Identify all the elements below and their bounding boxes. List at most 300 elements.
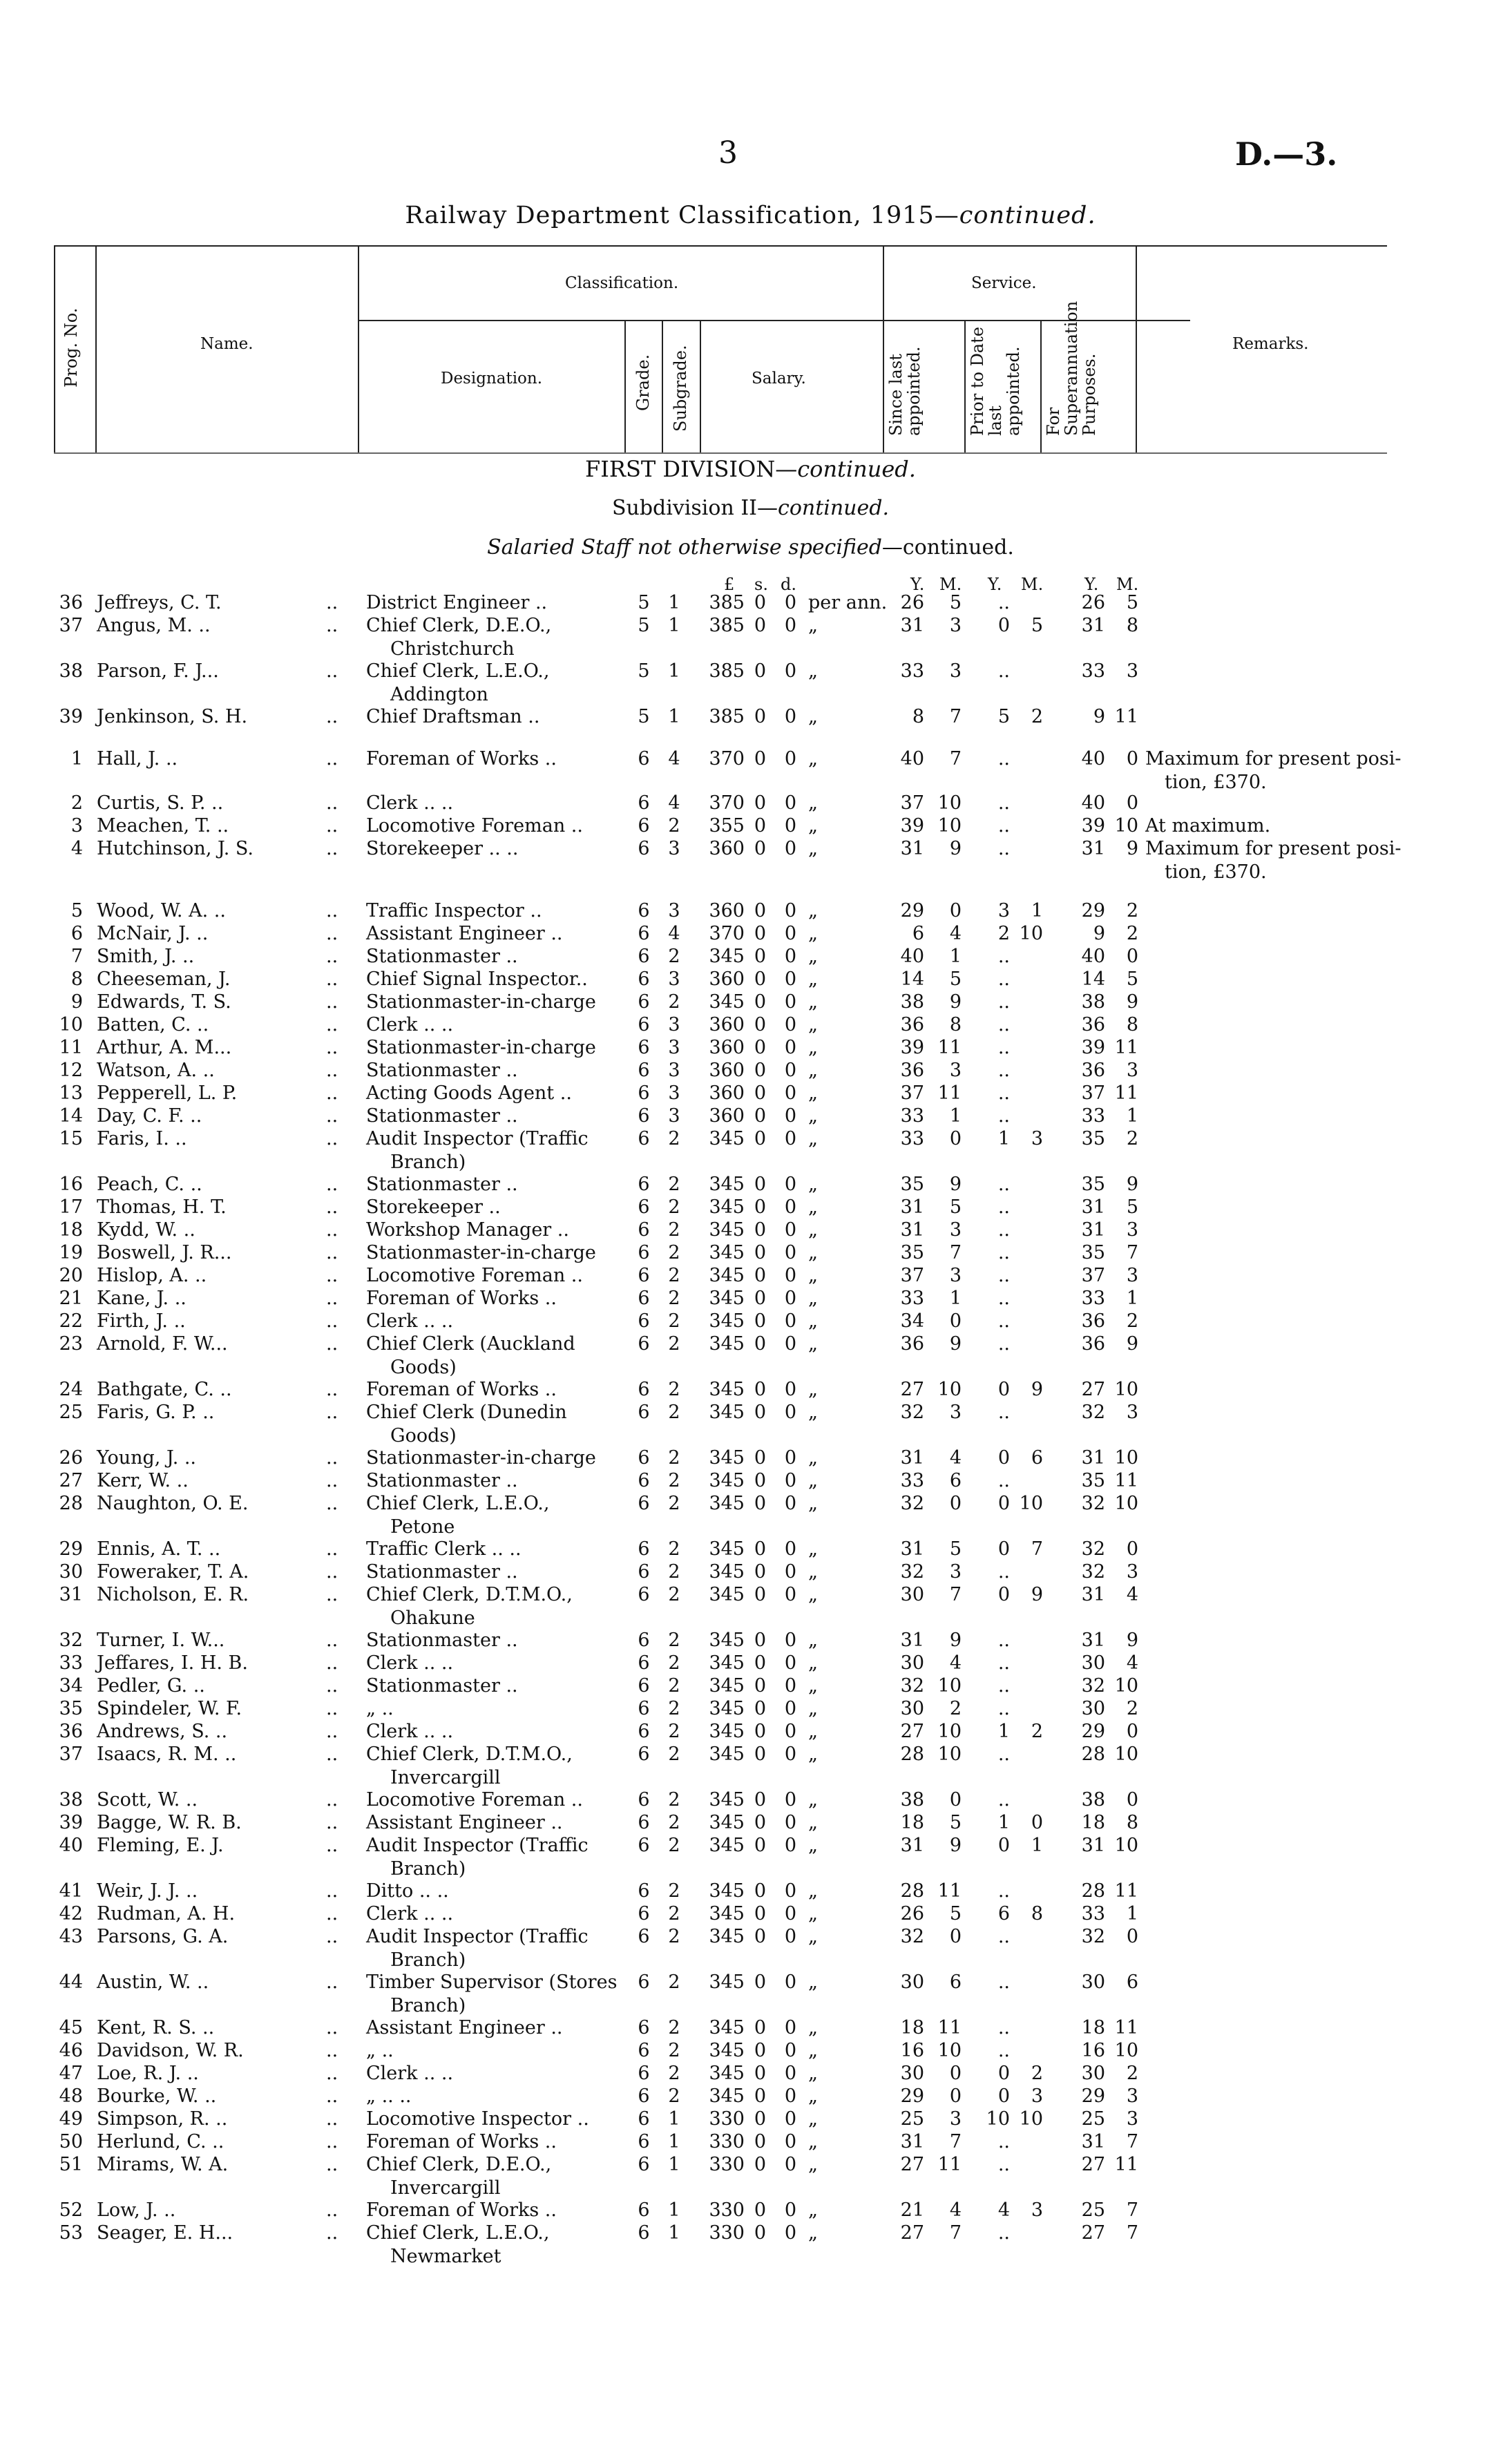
cell-name: Kent, R. S. .. bbox=[97, 2017, 215, 2038]
cell-y2: .. bbox=[997, 1105, 1010, 1127]
cell-g: 6 bbox=[638, 1310, 650, 1332]
cell-per: per ann. bbox=[808, 592, 888, 613]
leader-dots: .. bbox=[326, 1744, 338, 1765]
cell-y3: 26 bbox=[1081, 592, 1105, 613]
cell-d: 0 bbox=[784, 1060, 796, 1081]
cell-y3: 31 bbox=[1081, 1584, 1105, 1605]
cell-no: 49 bbox=[59, 2108, 83, 2130]
leader-dots: .. bbox=[326, 968, 338, 990]
cell-s: 0 bbox=[754, 1470, 766, 1491]
cell-sg: 2 bbox=[668, 1470, 680, 1491]
leader-dots: .. bbox=[326, 1379, 338, 1400]
cell-name: Scott, W. .. bbox=[97, 1789, 198, 1811]
table-row bbox=[0, 792, 1501, 815]
table-row bbox=[0, 1333, 1501, 1378]
cell-m3: 11 bbox=[1114, 1082, 1138, 1104]
division-continued: continued. bbox=[797, 456, 916, 482]
leader-dots: .. bbox=[326, 2108, 338, 2130]
table-row bbox=[0, 1583, 1501, 1629]
table-row bbox=[0, 1059, 1501, 1082]
cell-y3: 32 bbox=[1081, 1402, 1105, 1423]
cell-no: 19 bbox=[59, 1242, 83, 1263]
cell-m1: 4 bbox=[949, 1447, 962, 1469]
cell-s: 0 bbox=[754, 2108, 766, 2130]
cell-name: Edwards, T. S. bbox=[97, 991, 231, 1013]
cell-g: 6 bbox=[638, 900, 650, 921]
cell-per: „ bbox=[808, 815, 818, 837]
cell-m3: 11 bbox=[1114, 1470, 1138, 1491]
cell-y2: .. bbox=[997, 1174, 1010, 1195]
cell-per: „ bbox=[808, 1789, 818, 1811]
cell-sg: 2 bbox=[668, 1835, 680, 1856]
cell-sg: 3 bbox=[668, 838, 680, 859]
cell-s: 0 bbox=[754, 1721, 766, 1742]
cell-y1: 33 bbox=[900, 1288, 924, 1309]
cell-d: 0 bbox=[784, 1288, 796, 1309]
cell-d: 0 bbox=[784, 1538, 796, 1560]
cell-m3: 10 bbox=[1114, 1744, 1138, 1765]
cell-g: 6 bbox=[638, 2085, 650, 2107]
leader-dots: .. bbox=[326, 615, 338, 636]
cell-m3: 10 bbox=[1114, 1493, 1138, 1514]
cell-des: Chief Clerk, D.T.M.O., bbox=[366, 1584, 573, 1605]
cell-y3: 32 bbox=[1081, 1493, 1105, 1514]
cell-sg: 3 bbox=[668, 1060, 680, 1081]
cell-y1: 33 bbox=[900, 660, 924, 682]
cell-no: 51 bbox=[59, 2154, 83, 2175]
cell-sg: 2 bbox=[668, 1675, 680, 1697]
cell-rem: Maximum for present posi- bbox=[1145, 748, 1402, 770]
cell-per: „ bbox=[808, 1538, 818, 1560]
cell-des: Audit Inspector (Traffic bbox=[366, 1835, 589, 1856]
cell-s: 0 bbox=[754, 1493, 766, 1514]
header-since-last: Since last appointed. bbox=[886, 346, 924, 436]
cell-des: Locomotive Foreman .. bbox=[366, 1789, 583, 1811]
cell-name: Young, J. .. bbox=[97, 1447, 197, 1469]
cell-m3: 3 bbox=[1126, 1219, 1138, 1241]
leader-dots: .. bbox=[326, 1926, 338, 1947]
cell-y2: .. bbox=[997, 815, 1010, 837]
cell-l: 345 bbox=[709, 1219, 745, 1241]
cell-y1: 16 bbox=[900, 2040, 924, 2061]
cell-y2: .. bbox=[997, 1402, 1010, 1423]
leader-dots: .. bbox=[326, 923, 338, 944]
cell-m3: 0 bbox=[1126, 1926, 1138, 1947]
cell-d: 0 bbox=[784, 1561, 796, 1583]
cell-name: Curtis, S. P. .. bbox=[97, 792, 224, 814]
cell-name: Angus, M. .. bbox=[97, 615, 211, 636]
cell-m3: 8 bbox=[1126, 1014, 1138, 1035]
cell-y2: .. bbox=[997, 1470, 1010, 1491]
cell-y3: 14 bbox=[1081, 968, 1105, 990]
cell-m2: 7 bbox=[1031, 1538, 1043, 1560]
page-number: 3 bbox=[718, 135, 738, 171]
cell-per: „ bbox=[808, 1652, 818, 1674]
cell-m2: 1 bbox=[1031, 1835, 1043, 1856]
cell-m2: 5 bbox=[1031, 615, 1043, 636]
cell-m3: 3 bbox=[1126, 1561, 1138, 1583]
cell-no: 16 bbox=[59, 1174, 83, 1195]
cell-s: 0 bbox=[754, 1128, 766, 1149]
cell-m3: 2 bbox=[1126, 923, 1138, 944]
cell-no: 52 bbox=[59, 2199, 83, 2221]
cell-no: 2 bbox=[70, 792, 83, 814]
table-row bbox=[0, 991, 1501, 1014]
cell-des: Chief Clerk (Dunedin bbox=[366, 1402, 567, 1423]
cell-des: Assistant Engineer .. bbox=[366, 923, 563, 944]
cell-y3: 35 bbox=[1081, 1470, 1105, 1491]
cell-g: 6 bbox=[638, 2108, 650, 2130]
leader-dots: .. bbox=[326, 1903, 338, 1925]
cell-sg: 2 bbox=[668, 2063, 680, 2084]
cell-des: Stationmaster .. bbox=[366, 1060, 518, 1081]
cell-d: 0 bbox=[784, 2154, 796, 2175]
cell-sg: 2 bbox=[668, 1265, 680, 1286]
cell-per: „ bbox=[808, 1310, 818, 1332]
cell-l: 385 bbox=[709, 660, 745, 682]
cell-s: 0 bbox=[754, 748, 766, 770]
cell-name: Nicholson, E. R. bbox=[97, 1584, 249, 1605]
cell-no: 21 bbox=[59, 1288, 83, 1309]
cell-m1: 0 bbox=[949, 1926, 962, 1947]
cell-m1: 3 bbox=[949, 1402, 962, 1423]
leader-dots: .. bbox=[326, 1060, 338, 1081]
cell-sg: 2 bbox=[668, 946, 680, 967]
cell-des: Clerk .. .. bbox=[366, 2063, 454, 2084]
cell-g: 6 bbox=[638, 1652, 650, 1674]
cell-m1: 11 bbox=[937, 1880, 962, 1902]
cell-g: 6 bbox=[638, 2017, 650, 2038]
leader-dots: .. bbox=[326, 815, 338, 837]
cell-y2: 0 bbox=[997, 1835, 1010, 1856]
cell-l: 345 bbox=[709, 1630, 745, 1651]
cell-des: Chief Clerk (Auckland bbox=[366, 1333, 575, 1355]
leader-dots: .. bbox=[326, 1470, 338, 1491]
cell-des: Stationmaster .. bbox=[366, 1470, 518, 1491]
leader-dots: .. bbox=[326, 1014, 338, 1035]
cell-y2: 0 bbox=[997, 615, 1010, 636]
cell-d: 0 bbox=[784, 2222, 796, 2244]
cell-m2: 3 bbox=[1031, 1128, 1043, 1149]
table-row bbox=[0, 899, 1501, 923]
cell-y2: .. bbox=[997, 2154, 1010, 2175]
cell-des: Stationmaster-in-charge bbox=[366, 1447, 596, 1469]
cell-name: Batten, C. .. bbox=[97, 1014, 209, 1035]
table-row bbox=[0, 837, 1501, 883]
cell-m1: 3 bbox=[949, 1060, 962, 1081]
cell-s: 0 bbox=[754, 2085, 766, 2107]
cell-m1: 10 bbox=[937, 1744, 962, 1765]
leader-dots: .. bbox=[326, 2154, 338, 2175]
table-row bbox=[0, 1834, 1501, 1880]
cell-y3: 30 bbox=[1081, 2063, 1105, 2084]
cell-y2: 4 bbox=[997, 2199, 1010, 2221]
cell-name: Arnold, F. W... bbox=[97, 1333, 228, 1355]
cell-l: 345 bbox=[709, 1744, 745, 1765]
leader-dots: .. bbox=[326, 991, 338, 1013]
cell-l: 345 bbox=[709, 946, 745, 967]
cell-m1: 1 bbox=[949, 1288, 962, 1309]
cell-name: Low, J. .. bbox=[97, 2199, 176, 2221]
cell-name: Bagge, W. R. B. bbox=[97, 1812, 242, 1833]
cell-des: Locomotive Foreman .. bbox=[366, 815, 583, 837]
table-row bbox=[0, 2199, 1501, 2222]
cell-m3: 0 bbox=[1126, 1538, 1138, 1560]
cell-name: Weir, J. J. .. bbox=[97, 1880, 198, 1902]
cell-des: Audit Inspector (Traffic bbox=[366, 1128, 589, 1149]
cell-m3: 2 bbox=[1126, 2063, 1138, 2084]
cell-no: 37 bbox=[59, 615, 83, 636]
table-row bbox=[0, 1082, 1501, 1105]
cell-d: 0 bbox=[784, 1630, 796, 1651]
cell-y3: 27 bbox=[1081, 1379, 1105, 1400]
cell-y2: 1 bbox=[997, 1128, 1010, 1149]
cell-y2: 1 bbox=[997, 1721, 1010, 1742]
cell-g: 6 bbox=[638, 2154, 650, 2175]
cell-y1: 32 bbox=[900, 1675, 924, 1697]
cell-s: 0 bbox=[754, 1196, 766, 1218]
cell-name: Jenkinson, S. H. bbox=[97, 706, 248, 727]
cell-per: „ bbox=[808, 1675, 818, 1697]
cell-d: 0 bbox=[784, 660, 796, 682]
cell-g: 6 bbox=[638, 2199, 650, 2221]
cell-y3: 38 bbox=[1081, 991, 1105, 1013]
cell-d: 0 bbox=[784, 838, 796, 859]
cell-per: „ bbox=[808, 1584, 818, 1605]
cell-d: 0 bbox=[784, 706, 796, 727]
cell-name: Meachen, T. .. bbox=[97, 815, 229, 837]
cell-m3: 9 bbox=[1126, 1630, 1138, 1651]
cell-no: 11 bbox=[59, 1037, 83, 1058]
cell-l: 345 bbox=[709, 1812, 745, 1833]
cell-s: 0 bbox=[754, 1219, 766, 1241]
leader-dots: .. bbox=[326, 1698, 338, 1719]
cell-per: „ bbox=[808, 991, 818, 1013]
cell-m2: 2 bbox=[1031, 706, 1043, 727]
cell-s: 0 bbox=[754, 1447, 766, 1469]
cell-per: „ bbox=[808, 1379, 818, 1400]
header-salary: Salary. bbox=[752, 370, 806, 388]
cell-l: 330 bbox=[709, 2199, 745, 2221]
cell-g: 6 bbox=[638, 1379, 650, 1400]
cell-s: 0 bbox=[754, 1310, 766, 1332]
leader-dots: .. bbox=[326, 2063, 338, 2084]
cell-y2: .. bbox=[997, 1652, 1010, 1674]
leader-dots: .. bbox=[326, 1447, 338, 1469]
leader-dots: .. bbox=[326, 1630, 338, 1651]
cell-y3: 25 bbox=[1081, 2199, 1105, 2221]
cell-y2: 3 bbox=[997, 900, 1010, 921]
cell-per: „ bbox=[808, 1014, 818, 1035]
cell-g: 5 bbox=[638, 660, 650, 682]
unit-years-2: Y. bbox=[988, 575, 1002, 594]
cell-y2: .. bbox=[997, 748, 1010, 770]
cell-m2: 3 bbox=[1031, 2085, 1043, 2107]
cell-no: 38 bbox=[59, 660, 83, 682]
cell-m1: 3 bbox=[949, 615, 962, 636]
cell-m2: 2 bbox=[1031, 1721, 1043, 1742]
cell-no: 24 bbox=[59, 1379, 83, 1400]
cell-sg: 2 bbox=[668, 1493, 680, 1514]
cell-des2: Newmarket bbox=[390, 2246, 501, 2267]
cell-m1: 1 bbox=[949, 1105, 962, 1127]
cell-d: 0 bbox=[784, 1128, 796, 1149]
cell-sg: 2 bbox=[668, 1288, 680, 1309]
cell-des: District Engineer .. bbox=[366, 592, 548, 613]
cell-no: 41 bbox=[59, 1880, 83, 1902]
cell-y3: 36 bbox=[1081, 1060, 1105, 1081]
cell-d: 0 bbox=[784, 748, 796, 770]
cell-y1: 34 bbox=[900, 1310, 924, 1332]
cell-g: 6 bbox=[638, 748, 650, 770]
cell-y3: 18 bbox=[1081, 2017, 1105, 2038]
header-designation: Designation. bbox=[441, 370, 543, 388]
cell-per: „ bbox=[808, 1698, 818, 1719]
cell-no: 9 bbox=[70, 991, 83, 1013]
cell-m3: 3 bbox=[1126, 660, 1138, 682]
cell-no: 36 bbox=[59, 592, 83, 613]
table-row bbox=[0, 1743, 1501, 1788]
cell-s: 0 bbox=[754, 1105, 766, 1127]
cell-name: Kane, J. .. bbox=[97, 1288, 187, 1309]
cell-g: 6 bbox=[638, 946, 650, 967]
cell-name: Cheeseman, J. bbox=[97, 968, 231, 990]
cell-no: 12 bbox=[59, 1060, 83, 1081]
cell-y2: .. bbox=[997, 838, 1010, 859]
cell-m1: 11 bbox=[937, 1082, 962, 1104]
cell-d: 0 bbox=[784, 1652, 796, 1674]
cell-no: 43 bbox=[59, 1926, 83, 1947]
leader-dots: .. bbox=[326, 1561, 338, 1583]
cell-g: 6 bbox=[638, 1789, 650, 1811]
cell-m1: 3 bbox=[949, 660, 962, 682]
leader-dots: .. bbox=[326, 900, 338, 921]
cell-des2: Branch) bbox=[390, 1858, 466, 1880]
cell-y2: .. bbox=[997, 1926, 1010, 1947]
cell-g: 6 bbox=[638, 1288, 650, 1309]
cell-m1: 0 bbox=[949, 1493, 962, 1514]
cell-m3: 11 bbox=[1114, 2017, 1138, 2038]
cell-per: „ bbox=[808, 1402, 818, 1423]
cell-sg: 2 bbox=[668, 1652, 680, 1674]
cell-l: 345 bbox=[709, 1128, 745, 1149]
cell-y2: .. bbox=[997, 1789, 1010, 1811]
cell-y1: 38 bbox=[900, 991, 924, 1013]
cell-per: „ bbox=[808, 1242, 818, 1263]
leader-dots: .. bbox=[326, 1219, 338, 1241]
cell-y2: .. bbox=[997, 1196, 1010, 1218]
cell-g: 6 bbox=[638, 1242, 650, 1263]
cell-m3: 6 bbox=[1126, 1971, 1138, 1993]
cell-d: 0 bbox=[784, 1014, 796, 1035]
cell-s: 0 bbox=[754, 1903, 766, 1925]
unit-months-2: M. bbox=[1021, 575, 1044, 594]
cell-m3: 10 bbox=[1114, 1835, 1138, 1856]
cell-s: 0 bbox=[754, 991, 766, 1013]
cell-g: 6 bbox=[638, 1903, 650, 1925]
cell-m1: 0 bbox=[949, 1310, 962, 1332]
cell-no: 46 bbox=[59, 2040, 83, 2061]
table-row bbox=[0, 2108, 1501, 2131]
cell-y2: .. bbox=[997, 1675, 1010, 1697]
cell-m1: 7 bbox=[949, 1242, 962, 1263]
cell-y3: 28 bbox=[1081, 1880, 1105, 1902]
cell-l: 345 bbox=[709, 1584, 745, 1605]
cell-name: Austin, W. .. bbox=[97, 1971, 209, 1993]
cell-m3: 2 bbox=[1126, 900, 1138, 921]
cell-d: 0 bbox=[784, 592, 796, 613]
cell-y1: 14 bbox=[900, 968, 924, 990]
cell-y2: .. bbox=[997, 660, 1010, 682]
table-row bbox=[0, 922, 1501, 946]
cell-sg: 3 bbox=[668, 968, 680, 990]
cell-y3: 25 bbox=[1081, 2108, 1105, 2130]
cell-s: 0 bbox=[754, 838, 766, 859]
cell-name: McNair, J. .. bbox=[97, 923, 209, 944]
cell-m1: 10 bbox=[937, 1721, 962, 1742]
table-row bbox=[0, 1811, 1501, 1835]
cell-l: 345 bbox=[709, 1721, 745, 1742]
cell-d: 0 bbox=[784, 1196, 796, 1218]
cell-s: 0 bbox=[754, 706, 766, 727]
cell-des: Stationmaster .. bbox=[366, 1561, 518, 1583]
cell-m2: 8 bbox=[1031, 1903, 1043, 1925]
cell-s: 0 bbox=[754, 815, 766, 837]
cell-name: Boswell, J. R... bbox=[97, 1242, 232, 1263]
cell-g: 6 bbox=[638, 1698, 650, 1719]
cell-y1: 31 bbox=[900, 1538, 924, 1560]
cell-l: 345 bbox=[709, 1196, 745, 1218]
cell-m2: 10 bbox=[1019, 2108, 1043, 2130]
cell-y3: 36 bbox=[1081, 1014, 1105, 1035]
cell-y2: .. bbox=[997, 1744, 1010, 1765]
cell-y1: 35 bbox=[900, 1174, 924, 1195]
cell-l: 345 bbox=[709, 2017, 745, 2038]
cell-y1: 31 bbox=[900, 1447, 924, 1469]
cell-name: Herlund, C. .. bbox=[97, 2131, 224, 2152]
cell-m3: 7 bbox=[1126, 1242, 1138, 1263]
cell-no: 22 bbox=[59, 1310, 83, 1332]
cell-name: Bourke, W. .. bbox=[97, 2085, 217, 2107]
table-row bbox=[0, 1469, 1501, 1493]
cell-sg: 2 bbox=[668, 1128, 680, 1149]
title-continued: continued. bbox=[959, 202, 1096, 229]
staff-text: Salaried Staff not otherwise specified bbox=[487, 535, 882, 560]
cell-d: 0 bbox=[784, 1447, 796, 1469]
cell-g: 6 bbox=[638, 2131, 650, 2152]
cell-sg: 2 bbox=[668, 1379, 680, 1400]
table-row bbox=[0, 1674, 1501, 1698]
cell-y2: .. bbox=[997, 592, 1010, 613]
cell-g: 6 bbox=[638, 1196, 650, 1218]
cell-l: 360 bbox=[709, 1014, 745, 1035]
leader-dots: .. bbox=[326, 1288, 338, 1309]
cell-no: 1 bbox=[70, 748, 83, 770]
cell-sg: 2 bbox=[668, 1812, 680, 1833]
cell-y3: 40 bbox=[1081, 946, 1105, 967]
cell-per: „ bbox=[808, 2085, 818, 2107]
leader-dots: .. bbox=[326, 1333, 338, 1355]
leader-dots: .. bbox=[326, 1105, 338, 1127]
cell-no: 3 bbox=[70, 815, 83, 837]
leader-dots: .. bbox=[326, 1265, 338, 1286]
cell-per: „ bbox=[808, 615, 818, 636]
cell-g: 6 bbox=[638, 1493, 650, 1514]
cell-m1: 5 bbox=[949, 1196, 962, 1218]
cell-m3: 3 bbox=[1126, 1265, 1138, 1286]
cell-per: „ bbox=[808, 1174, 818, 1195]
cell-y1: 8 bbox=[912, 706, 924, 727]
